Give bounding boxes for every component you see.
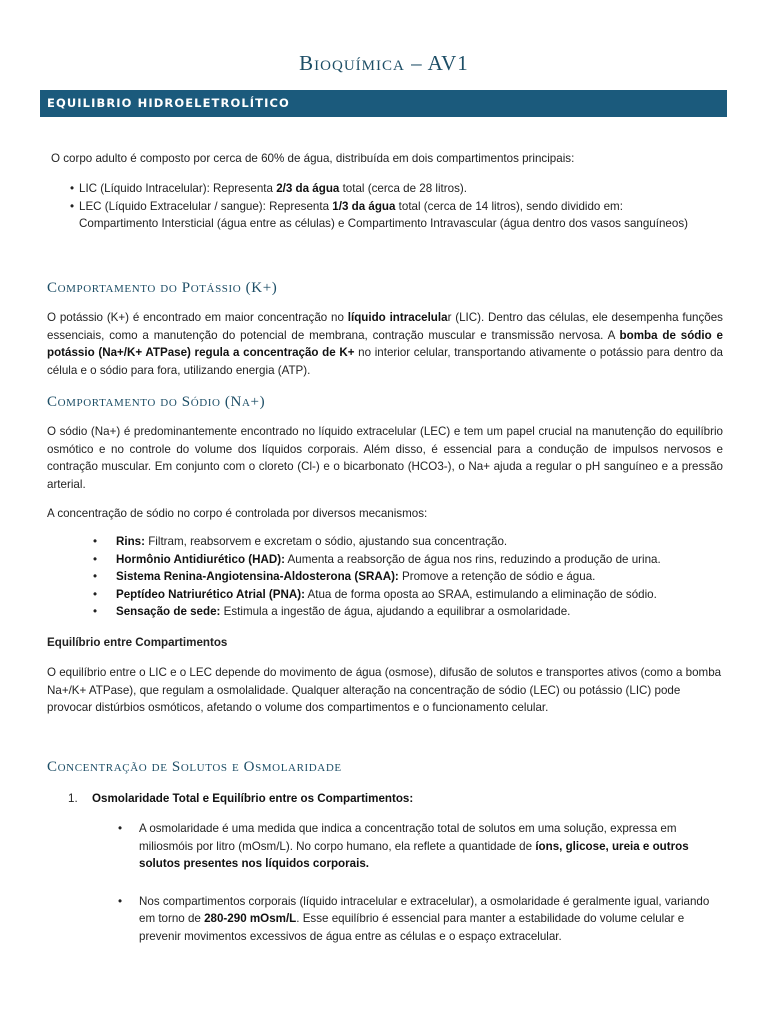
- list-item: • Sensação de sede: Estimula a ingestão de água, ajudando a equilibrar a osmolaridade.: [116, 603, 716, 621]
- list-item: • Rins: Filtram, reabsorvem e excretam o sódio, ajustando sua concentração.: [116, 533, 716, 551]
- item-number: 1.: [68, 792, 78, 805]
- list-item: • Peptídeo Natriurético Atrial (PNA): Atua de forma oposta ao SRAA, estimulando a eliminação de sódio.: [116, 586, 716, 604]
- intro-list: [69, 180, 689, 233]
- list-item: • Hormônio Antidiurético (HAD): Aumenta a reabsorção de água nos rins, reduzindo a produção de urina.: [116, 551, 716, 569]
- potassium-heading: Comportamento do Potássio (K+): [47, 280, 278, 296]
- mechanisms-list: [92, 533, 716, 621]
- bullet-icon: •: [92, 535, 98, 548]
- bullet-icon: •: [69, 199, 75, 213]
- bullet-icon: •: [117, 894, 123, 908]
- bullet-icon: •: [92, 570, 98, 584]
- list-item: • Nos compartimentos corporais (líquido intracelular e extracelular), a osmolaridade é geralmente igual, variando em torno de 280-290 mOsm/L. Esse equilíbrio é essencial para manter a estabilidade do volume celular e prevenir movimentos excessivos de água entre as células e o espaço extracelular.: [139, 893, 721, 946]
- bullet-icon: •: [92, 605, 98, 619]
- intro-paragraph: O corpo adulto é composto por cerca de 60% de água, distribuída em dois compartimentos principais:: [51, 152, 575, 165]
- mechanisms-intro: A concentração de sódio no corpo é controlada por diversos mecanismos:: [47, 507, 428, 520]
- item-title: Osmolaridade Total e Equilíbrio entre os Compartimentos:: [92, 792, 414, 805]
- bullet-icon: •: [69, 182, 75, 195]
- osmolarity-heading: Concentração de Solutos e Osmolaridade: [47, 759, 342, 775]
- list-item: • Sistema Renina-Angiotensina-Aldosterona (SRAA): Promove a retenção de sódio e água.: [116, 568, 716, 586]
- bullet-icon: •: [117, 822, 123, 835]
- sodium-paragraph: O sódio (Na+) é predominantemente encontrado no líquido extracelular (LEC) e tem um papel crucial na manutenção do equilíbrio osmótico e no controle do volume dos líquidos corporais. Além disso, é essencial para a condução de impulsos nervosos e contração muscular. Em conjunto com o cloreto (Cl-) e o bicarbonato (HCO3-), o Na+ ajuda a regular o pH sanguíneo e a pressão arterial.: [47, 425, 723, 491]
- equilibrium-paragraph: O equilíbrio entre o LIC e o LEC depende do movimento de água (osmose), difusão de solutos e transportes ativos (como a bomba Na+/K+ ATPase), que regulam a osmolalidade. Qualquer alteração na concentração de sódio (LEC) ou potássio (LIC) pode provocar distúrbios osmóticos, afetando o volume dos compartimentos e o funcionamento celular.: [47, 666, 722, 715]
- equilibrium-subheading: Equilíbrio entre Compartimentos: [47, 636, 228, 649]
- list-item: • A osmolaridade é uma medida que indica a concentração total de solutos em uma solução, expressa em miliosmóis por litro (mOsm/L). No corpo humano, ela reflete a quantidade de íons, glicose, ureia e outros solutos presentes nos líquidos corporais.: [139, 820, 721, 873]
- numbered-item: [68, 790, 744, 808]
- osmolarity-list: [117, 820, 721, 946]
- bullet-icon: •: [92, 552, 98, 566]
- section-banner: EQUILIBRIO HIDROELETROLÍTICO: [40, 90, 727, 117]
- sodium-heading: Comportamento do Sódio (Na+): [47, 394, 266, 410]
- page-title: Bioquímica – AV1: [299, 51, 469, 75]
- list-item: • LIC (Líquido Intracelular): Representa 2/3 da água total (cerca de 28 litros).: [79, 180, 689, 198]
- potassium-paragraph: O potássio (K+) é encontrado em maior concentração no líquido intracelular (LIC). Dentro das células, ele desempenha funções essenciais, como a manutenção do potencial de membrana, contração muscular e transmissão nervosa. A bomba de sódio e potássio (Na+/K+ ATPase) regula a concentração de K+ no interior celular, transportando ativamente o potássio para dentro da célula e o sódio para fora, utilizando energia (ATP).: [47, 311, 724, 377]
- list-item: • LEC (Líquido Extracelular / sangue): Representa 1/3 da água total (cerca de 14 litros), sendo dividido em: Compartimento Intersticial (água entre as células) e Compartimento Intravascular (água dentro dos vasos sanguíneos): [79, 198, 689, 233]
- bullet-icon: •: [92, 587, 98, 601]
